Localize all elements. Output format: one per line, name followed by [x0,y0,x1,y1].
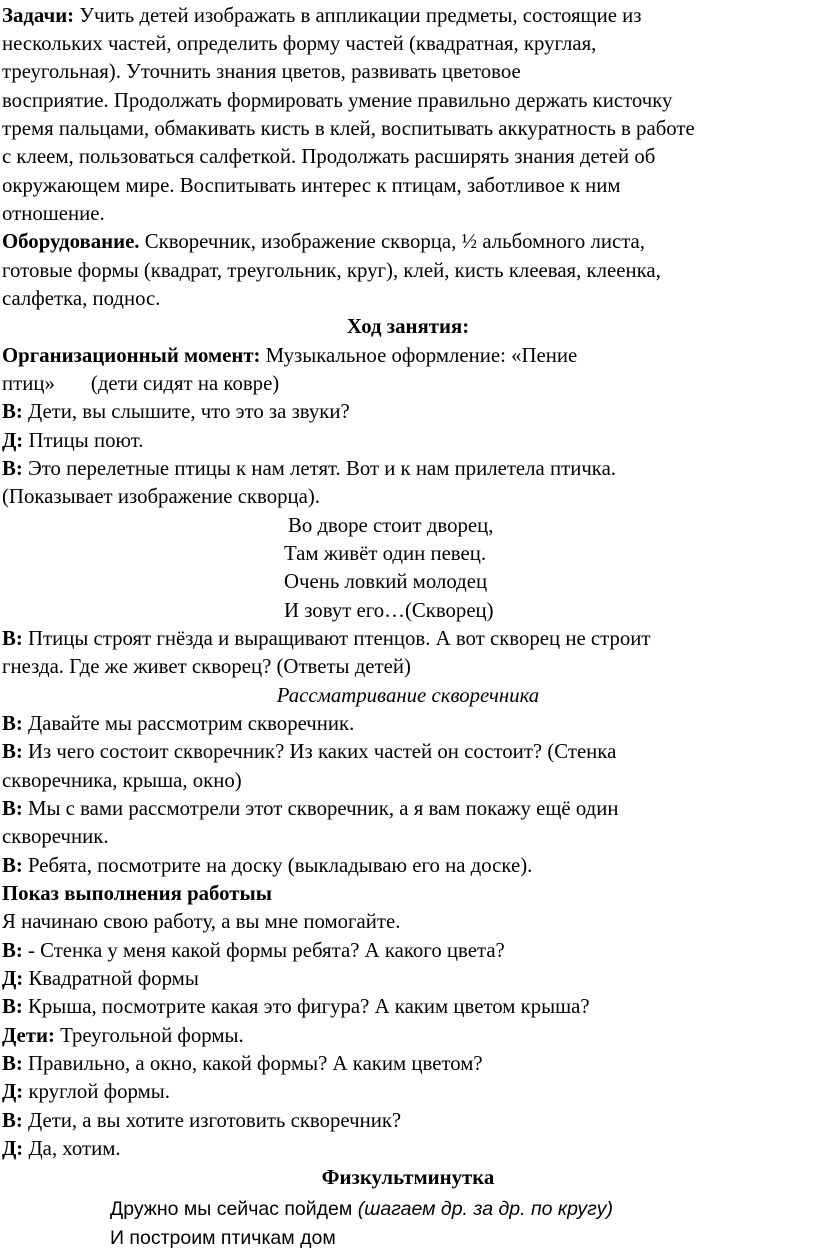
heading-exercise: Физкультминутка [321,1166,495,1189]
speaker-label: В: [2,854,23,877]
speaker-label: В: [2,939,23,962]
dialog-line [2,1107,401,1135]
speaker-label: Дети: [2,1024,55,1047]
dialog-line [2,993,590,1021]
dialog-line [2,710,354,738]
org-label: Организационный момент: [2,344,261,367]
heading-examine: Рассматривание скворечника [276,684,540,707]
speaker-label: В: [2,797,23,820]
speaker-label: В: [2,995,23,1018]
poem-line-2: Там живёт один певец. [284,542,487,565]
dialog-text: Птицы поют. [28,429,144,452]
demo-intro: Я начинаю свою работу, а вы мне помогайте. [2,910,401,933]
dialog-text: Птицы строят гнёзда и выращивают птенцов. А вот скворец не строит [28,627,651,650]
heading-demo: Показ выполнения работыы [2,882,272,905]
tasks-text: Учить детей изображать в аппликации предметы, состоящие из [79,4,642,27]
speaker-label: В: [2,740,23,763]
dialog-line [2,427,144,455]
dialog-line [2,1050,483,1078]
dialog-text: Дети, а вы хотите изготовить скворечник? [28,1109,402,1132]
dialog-line: скворечник. [2,825,109,848]
speaker-label: В: [2,1052,23,1075]
dialog-line [2,455,616,483]
dialog-text: - Стенка у меня какой формы ребята? А какого цвета? [28,939,505,962]
speaker-label: В: [2,712,23,735]
equipment-text: Скворечник, изображение скворца, ½ альбомного листа, [144,230,645,253]
speaker-label: В: [2,400,23,423]
dialog-line [2,1022,244,1050]
speaker-label: Д: [2,967,24,990]
speaker-label: Д: [2,1137,24,1160]
dialog-line [2,1135,121,1163]
speaker-label: В: [2,1109,23,1132]
poem-line-1: Во дворе стоит дворец, [288,514,494,537]
shows-bird-line: (Показывает изображение скворца). [2,485,320,508]
dialog-line [2,1078,170,1106]
equipment-line-3: салфетка, поднос. [2,287,161,310]
dialog-text: круглой формы. [28,1080,170,1103]
speaker-label: Д: [2,429,24,452]
org-line-1 [2,342,577,370]
dialog-text: Из чего состоит скворечник? Из каких частей он состоит? (Стенка [28,740,617,763]
speaker-label: В: [2,627,23,650]
org-text-a: птиц» [2,372,55,395]
speaker-label: Д: [2,1080,24,1103]
tasks-line-7: окружающем мире. Воспитывать интерес к птицам, заботливое к ним [2,174,621,197]
exercise-line-2: И построим птичкам дом [110,1227,336,1249]
speaker-label: В: [2,457,23,480]
tasks-line-8: отношение. [2,202,105,225]
dialog-text: Треугольной формы. [60,1024,244,1047]
dialog-text: Дети, вы слышите, что это за звуки? [28,400,350,423]
dialog-text: Давайте мы рассмотрим скворечник. [28,712,355,735]
heading-course: Ход занятия: [346,315,470,338]
dialog-line [2,965,199,993]
nests-line-1 [2,625,650,653]
exercise-text: Дружно мы сейчас пойдем [110,1198,353,1220]
exercise-note: (шагаем др. за др. по кругу) [357,1198,613,1220]
equipment-line-1 [2,228,645,256]
tasks-label: Задачи: [2,4,75,27]
tasks-line-1 [2,2,641,30]
dialog-text: Правильно, а окно, какой формы? А каким цветом? [28,1052,483,1075]
dialog-line [2,852,532,880]
dialog-text: Крыша, посмотрите какая это фигура? А каким цветом крыша? [28,995,590,1018]
dialog-text: Это перелетные птицы к нам летят. Вот и к нам прилетела птичка. [28,457,616,480]
dialog-text: Ребята, посмотрите на доску (выкладываю его на доске). [28,854,533,877]
nests-line-2: гнезда. Где же живет скворец? (Ответы детей) [2,655,411,678]
poem-line-3: Очень ловкий молодец [284,570,488,593]
equipment-line-2: готовые формы (квадрат, треугольник, круг), клей, кисть клеевая, клеенка, [2,259,661,282]
tasks-line-5: тремя пальцами, обмакивать кисть в клей, воспитывать аккуратность в работе [2,117,695,140]
dialog-text: Мы с вами рассмотрели этот скворечник, а я вам покажу ещё один [28,797,619,820]
org-line-2 [2,370,279,398]
dialog-line [2,937,505,965]
dialog-line [2,738,616,766]
tasks-line-2: нескольких частей, определить форму частей (квадратная, круглая, [2,32,597,55]
tasks-line-6: с клеем, пользоваться салфеткой. Продолжать расширять знания детей об [2,145,656,168]
poem-line-4: И зовут его…(Скворец) [284,599,494,622]
dialog-line [2,795,618,823]
tasks-line-4: восприятие. Продолжать формировать умение правильно держать кисточку [2,89,673,112]
dialog-line [2,398,350,426]
dialog-line: скворечника, крыша, окно) [2,769,242,792]
org-text: Музыкальное оформление: «Пение [265,344,578,367]
equipment-label: Оборудование. [2,230,140,253]
dialog-text: Квадратной формы [28,967,199,990]
org-text-b: (дети сидят на ковре) [90,372,280,395]
exercise-line-1 [110,1195,613,1223]
dialog-text: Да, хотим. [28,1137,121,1160]
tasks-line-3: треугольная). Уточнить знания цветов, развивать цветовое [2,60,521,83]
